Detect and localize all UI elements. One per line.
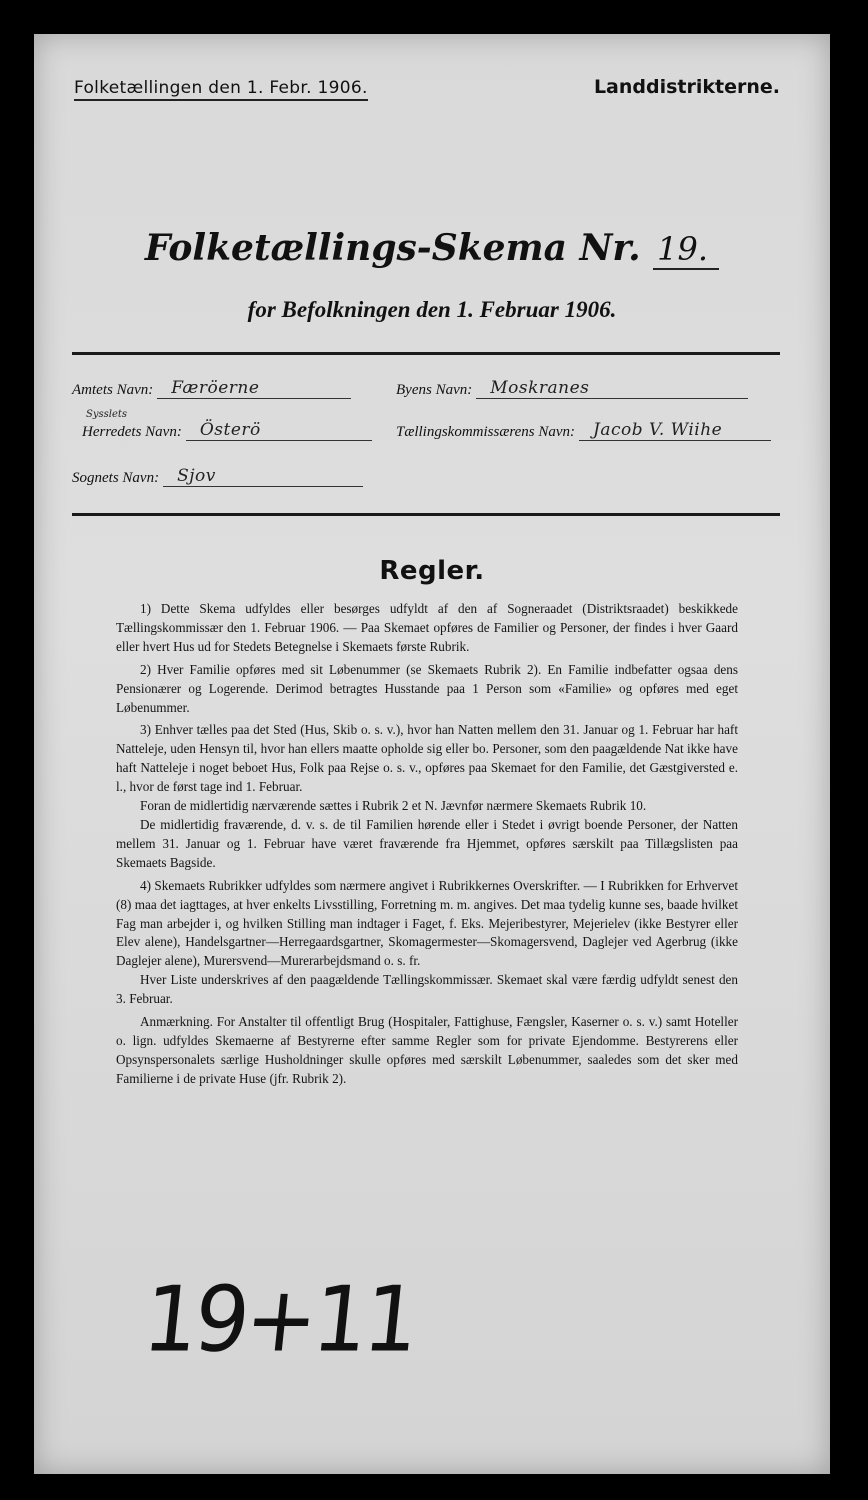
byen-value: Moskranes xyxy=(476,378,748,399)
rule-3c: De midlertidig fraværende, d. v. s. de til Familien hørende eller i Stedet i øvrigt boende Personer, der Natten mellem 31. Januar og 1. Februar have været fraværende fra Hjemmet, opføres særskilt paa Tillægslisten paa Skemaets Bagside. xyxy=(116,816,738,870)
rule-4: 4) Skemaets Rubrikker udfyldes som nærmere angivet i Rubrikkernes Overskrifter. — I Rubrikken for Erhvervet (8) maa det iagttages, at hver enkelts Livsstilling, Forretning m. m. angives. Det maa tydelig kunne ses, baade hvilket Fag man arbejder i, og hvilken Stilling man indtager i Faget, f. Eks. Mejeribestyrer, Mejerielev (ikke Bestyrer eller Elev alene), Handelsgartner—Herregaardsgartner, Skomagermester—Skomagersvend, Daglejer ved Agerbrug (ikke Daglejer alene), Murersvend—Murerarbejdsmand o. s. fr. xyxy=(116,877,738,969)
census-form-page xyxy=(34,34,830,1474)
kommissaer-label: Tællingskommissærens Navn: xyxy=(396,424,576,440)
sogn-value: Sjov xyxy=(163,466,363,487)
rule-1: 1) Dette Skema udfyldes eller besørges udfyldt af den af Sogneraadet (Distriktsraadet) beskikkede Tællingskommissær den 1. Februar 1906. — Paa Skemaet opføres de Familier og Personer, der findes i hver Gaard eller hvert Hus ud for Stedets Betegnelse i Skemaets første Rubrik. xyxy=(116,601,738,654)
form-title xyxy=(34,227,830,270)
kommissaer-field xyxy=(396,420,771,441)
herred-label: Herredets Navn: xyxy=(82,424,182,440)
amt-label: Amtets Navn: xyxy=(72,382,154,398)
form-subtitle: for Befolkningen den 1. Februar 1906. xyxy=(247,297,617,322)
sogn-field xyxy=(72,466,363,487)
sogn-label: Sognets Navn: xyxy=(72,470,160,486)
amt-value: Færöerne xyxy=(157,378,351,399)
byen-field xyxy=(396,378,748,399)
kommissaer-value: Jacob V. Wiihe xyxy=(579,420,771,441)
census-header-right: Landdistrikterne. xyxy=(593,76,780,98)
anmaerkning: Anmærkning. For Anstalter til offentligt Brug (Hospitaler, Fattighuse, Fængsler, Kaserner o. s. v.) samt Hoteller o. lign. udfyldes Skemaerne af Bestyrerne efter samme Regler som for private Ejendomme. Bestyrerens eller Opsynspersonalets særlige Husholdninger skulle opføres med særskilt Løbenummer, saaledes som det sker med Familierne i de private Huse (jfr. Rubrik 2). xyxy=(116,1014,738,1086)
divider-top xyxy=(72,352,780,355)
rule-3: 3) Enhver tælles paa det Sted (Hus, Skib o. s. v.), hvor han Natten mellem den 31. Januar og 1. Februar har haft Natteleje, uden Hensyn til, hvor han ellers maatte opholde sig eller bo. Personer, som den paagældende Nat ikke have haft Natteleje i noget beboet Hus, Folk paa Rejse o. s. v., opføres paa Skemaet for den Familie, det Gæstgiversted e. l., hvor de først tage ind 1. Februar. xyxy=(116,722,738,795)
divider-bottom xyxy=(72,513,780,516)
rule-4b: Hver Liste underskrives af den paagældende Tællingskommissær. Skemaet skal være færdig udfyldt senest den 3. Februar. xyxy=(116,972,738,1007)
handwritten-number: 19+11 xyxy=(138,1267,421,1373)
regler-heading: Regler. xyxy=(379,556,485,586)
form-number: 19. xyxy=(653,230,719,270)
census-header-left: Folketællingen den 1. Febr. 1906. xyxy=(74,78,368,101)
amt-field xyxy=(72,378,351,399)
byen-label: Byens Navn: xyxy=(396,382,473,398)
herred-note: Sysslets xyxy=(86,409,128,420)
rule-3b: Foran de midlertidig nærværende sættes i Rubrik 2 et N. Jævnfør nærmere Skemaets Rubrik 10. xyxy=(140,798,647,814)
herred-value: Österö xyxy=(186,420,372,441)
form-title-text: Folketællings-Skema Nr. xyxy=(144,227,641,269)
regler-body xyxy=(116,600,738,1093)
rule-2: 2) Hver Familie opføres med sit Løbenummer (se Skemaets Rubrik 2). En Familie indbefatter ogsaa dens Pensionærer og Logerende. Derimod betragtes Husstande paa 1 Person som «Familie» og opføres med eget Løbenummer. xyxy=(116,661,738,715)
herred-field xyxy=(82,420,372,441)
